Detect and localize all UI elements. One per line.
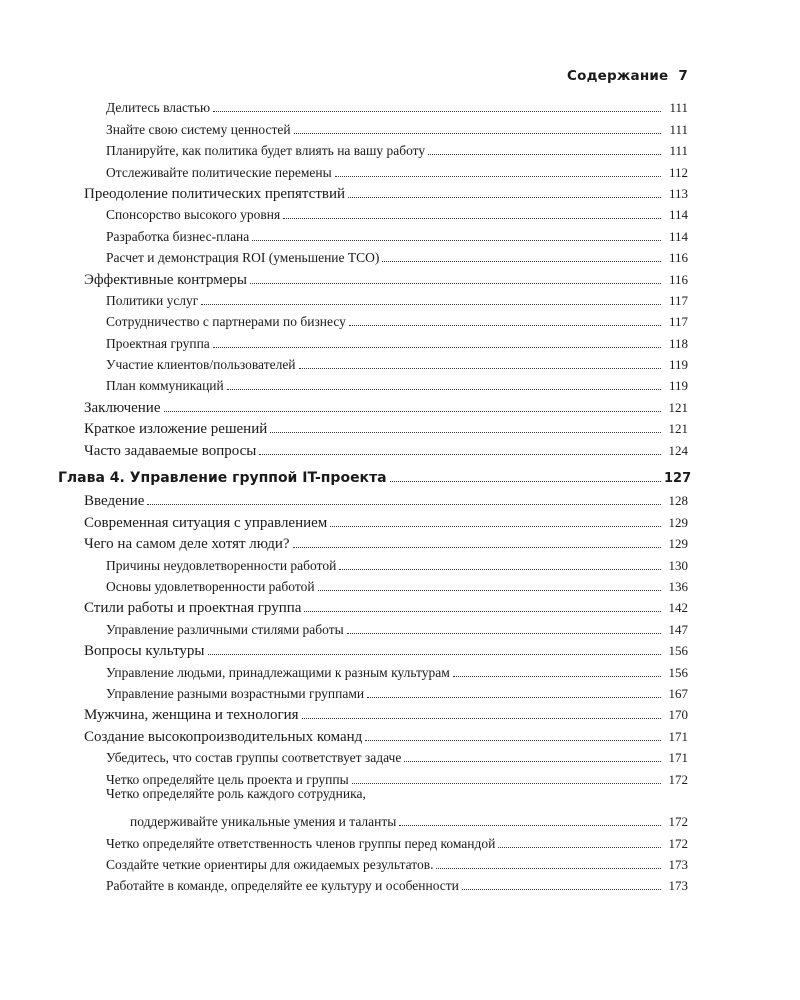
toc-entry-title: Создайте четкие ориентиры для ожидаемых результатов. bbox=[106, 857, 434, 873]
toc-page-number: 117 bbox=[668, 292, 688, 308]
toc-entry-title: Мужчина, женщина и технология bbox=[84, 707, 299, 724]
toc-entry-title: Причины неудовлетворенности работой bbox=[106, 557, 337, 573]
dot-leader bbox=[304, 590, 661, 612]
toc-page-number: 114 bbox=[668, 228, 688, 244]
toc-entry bbox=[84, 590, 688, 617]
toc-entry-title: поддерживайте уникальные умения и таланты bbox=[130, 814, 397, 830]
toc-entry bbox=[106, 154, 688, 180]
toc-entry bbox=[106, 611, 688, 637]
dot-leader bbox=[227, 368, 661, 390]
toc-entry-title: Убедитесь, что состав группы соответствует задаче bbox=[106, 750, 402, 766]
toc-entry bbox=[106, 133, 688, 159]
toc-entry-title: Разработка бизнес-плана bbox=[106, 228, 250, 244]
toc-page-number: 172 bbox=[668, 814, 688, 830]
toc-entry bbox=[106, 197, 688, 223]
dot-leader bbox=[283, 197, 661, 219]
table-of-contents bbox=[0, 90, 800, 894]
toc-entry-title: Планируйте, как политика будет влиять на вашу работу bbox=[106, 143, 426, 159]
toc-entry-title: Работайте в команде, определяйте ее культуру и особенности bbox=[106, 878, 459, 894]
toc-entry-title: Управление разными возрастными группами bbox=[106, 685, 365, 701]
toc-entry-title: Краткое изложение решений bbox=[84, 421, 268, 438]
toc-entry-title: Эффективные контрмеры bbox=[84, 271, 247, 288]
toc-page-number: 121 bbox=[668, 399, 688, 415]
dot-leader bbox=[348, 176, 661, 198]
toc-entry-title: Управление людьми, принадлежащими к разным культурам bbox=[106, 664, 450, 680]
dot-leader bbox=[399, 804, 661, 826]
toc-entry-title: Стили работы и проектная группа bbox=[84, 600, 302, 617]
toc-entry-title: Чего на самом деле хотят люди? bbox=[84, 536, 290, 553]
toc-entry-title: Глава 4. Управление группой IT-проекта bbox=[58, 470, 387, 487]
dot-leader bbox=[201, 283, 661, 305]
dot-leader bbox=[498, 825, 661, 847]
toc-entry bbox=[106, 283, 688, 308]
toc-entry bbox=[84, 261, 688, 288]
dot-leader bbox=[390, 460, 661, 482]
dot-leader bbox=[213, 325, 661, 347]
toc-entry bbox=[84, 432, 688, 459]
toc-entry-title: Расчет и демонстрация ROI (уменьшение TCO) bbox=[106, 250, 380, 266]
toc-entry bbox=[84, 483, 688, 510]
toc-entry bbox=[106, 569, 688, 594]
toc-entry-title: Спонсорство высокого уровня bbox=[106, 207, 281, 223]
dot-leader bbox=[436, 847, 661, 869]
toc-entry bbox=[106, 676, 688, 701]
toc-entry bbox=[84, 389, 688, 416]
dot-leader bbox=[318, 569, 661, 591]
toc-page-number: 128 bbox=[668, 493, 688, 509]
toc-entry-title: Четко определяйте роль каждого сотрудника, bbox=[106, 785, 366, 801]
toc-entry bbox=[106, 90, 688, 116]
toc-entry-title: Четко определяйте ответственность членов группы перед командой bbox=[106, 835, 496, 851]
dot-leader bbox=[462, 868, 661, 890]
dot-leader bbox=[294, 111, 661, 133]
toc-page-number: 111 bbox=[669, 100, 688, 116]
toc-entry bbox=[106, 240, 688, 266]
dot-leader bbox=[252, 218, 661, 240]
toc-page-number: 112 bbox=[668, 164, 688, 180]
toc-entry-title: Проектная группа bbox=[106, 335, 210, 351]
toc-entry-title: Сотрудничество с партнерами по бизнесу bbox=[106, 314, 346, 330]
toc-entry bbox=[84, 718, 688, 745]
toc-page-number: 129 bbox=[668, 514, 688, 530]
dot-leader bbox=[382, 240, 661, 262]
toc-entry bbox=[106, 761, 688, 787]
dot-leader bbox=[250, 261, 661, 283]
toc-entry-title: Основы удовлетворенности работой bbox=[106, 578, 315, 594]
dot-leader bbox=[349, 304, 661, 326]
toc-entry bbox=[106, 654, 688, 680]
toc-page-number: 114 bbox=[668, 207, 688, 223]
toc-page-number: 167 bbox=[668, 685, 688, 701]
toc-entry bbox=[106, 304, 688, 330]
toc-entry-title: Политики услуг bbox=[106, 292, 199, 308]
dot-leader bbox=[347, 611, 661, 633]
toc-entry bbox=[106, 868, 688, 894]
toc-page-number: 172 bbox=[668, 771, 688, 787]
toc-entry-title: Введение bbox=[84, 493, 145, 510]
running-header bbox=[567, 68, 688, 84]
dot-leader bbox=[164, 389, 662, 411]
page-number: 7 bbox=[678, 68, 688, 84]
toc-entry-title: Участие клиентов/пользователей bbox=[106, 357, 296, 373]
dot-leader bbox=[213, 90, 661, 112]
toc-page-number: 119 bbox=[668, 378, 688, 394]
toc-page-number: 171 bbox=[668, 750, 688, 766]
dot-leader bbox=[335, 154, 661, 176]
toc-page-number: 117 bbox=[668, 314, 688, 330]
toc-page-number: 129 bbox=[668, 536, 688, 552]
dot-leader bbox=[299, 347, 661, 369]
dot-leader bbox=[428, 133, 661, 155]
dot-leader bbox=[352, 761, 661, 783]
toc-page-number: 142 bbox=[668, 600, 688, 616]
toc-entry bbox=[106, 347, 688, 373]
toc-entry-title: Знайте свою систему ценностей bbox=[106, 121, 291, 137]
toc-entry-title: Часто задаваемые вопросы bbox=[84, 442, 257, 459]
toc-page-number: 113 bbox=[668, 185, 688, 201]
dot-leader bbox=[259, 432, 661, 454]
toc-entry bbox=[106, 218, 688, 244]
toc-entry-title: Современная ситуация с управлением bbox=[84, 514, 328, 531]
toc-entry bbox=[130, 804, 688, 830]
toc-page-number: 116 bbox=[668, 271, 688, 287]
toc-entry-title: Четко определяйте цель проекта и группы bbox=[106, 771, 349, 787]
toc-page-number: 119 bbox=[668, 357, 688, 373]
toc-page-number: 172 bbox=[668, 835, 688, 851]
dot-leader bbox=[330, 504, 661, 526]
dot-leader bbox=[453, 654, 661, 676]
toc-page-number: 130 bbox=[668, 557, 688, 573]
toc-entry bbox=[106, 111, 688, 137]
toc-entry-title: Отслеживайте политические перемены bbox=[106, 164, 332, 180]
toc-page-number: 116 bbox=[668, 250, 688, 266]
toc-page-number: 156 bbox=[668, 664, 688, 680]
toc-page-number: 171 bbox=[668, 728, 688, 744]
toc-entry-title: Делитесь властью bbox=[106, 100, 211, 116]
toc-entry bbox=[84, 176, 688, 202]
toc-entry-title: Преодоление политических препятствий bbox=[84, 185, 346, 202]
toc-page-number: 127 bbox=[664, 471, 692, 487]
toc-page-number: 147 bbox=[668, 621, 688, 637]
toc-entry bbox=[106, 847, 688, 873]
toc-entry-title: Управление различными стилями работы bbox=[106, 621, 344, 637]
toc-page-number: 156 bbox=[668, 643, 688, 659]
toc-page-number: 173 bbox=[668, 857, 688, 873]
dot-leader bbox=[404, 740, 661, 762]
toc-entry bbox=[106, 325, 688, 351]
toc-entry-title: План коммуникаций bbox=[106, 378, 224, 394]
dot-leader bbox=[147, 483, 661, 505]
dot-leader bbox=[365, 718, 661, 740]
toc-page-number: 121 bbox=[668, 421, 688, 437]
toc-entry bbox=[84, 633, 688, 660]
toc-entry bbox=[84, 411, 688, 438]
dot-leader bbox=[302, 697, 661, 719]
toc-entry bbox=[84, 504, 688, 531]
toc-page-number: 170 bbox=[668, 707, 688, 723]
dot-leader bbox=[339, 547, 661, 569]
toc-page-number: 173 bbox=[668, 878, 688, 894]
toc-entry bbox=[84, 697, 688, 724]
toc-entry-title: Заключение bbox=[84, 399, 161, 416]
toc-entry-title: Вопросы культуры bbox=[84, 643, 205, 660]
toc-page-number: 124 bbox=[668, 442, 688, 458]
toc-entry bbox=[106, 825, 688, 851]
toc-page-number: 118 bbox=[668, 335, 688, 351]
toc-entry bbox=[106, 740, 688, 766]
toc-entry bbox=[106, 368, 688, 394]
dot-leader bbox=[270, 411, 661, 433]
section-title: Содержание bbox=[567, 68, 669, 84]
toc-page-number: 136 bbox=[668, 578, 688, 594]
toc-page-number: 111 bbox=[669, 121, 688, 137]
dot-leader bbox=[367, 676, 661, 698]
dot-leader bbox=[208, 633, 662, 655]
toc-entry-title: Создание высокопроизводительных команд bbox=[84, 728, 363, 745]
toc-chapter-entry bbox=[58, 460, 692, 487]
dot-leader bbox=[293, 526, 661, 548]
toc-entry bbox=[106, 547, 688, 573]
toc-entry bbox=[84, 526, 688, 553]
toc-page-number: 111 bbox=[669, 143, 688, 159]
